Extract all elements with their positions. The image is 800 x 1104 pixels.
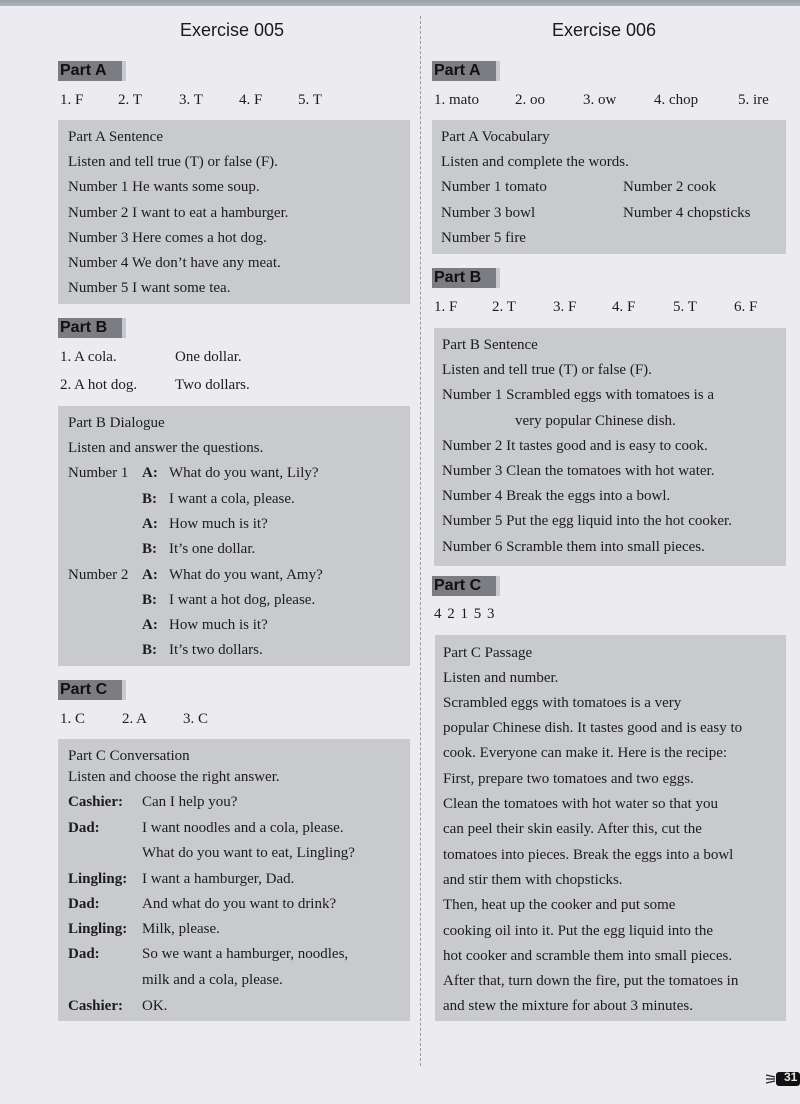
passage-line: Clean the tomatoes with hot water so that you — [443, 796, 718, 812]
exercise-title: Exercise 005 — [180, 20, 285, 40]
passage-line: Then, heat up the cooker and put some — [443, 897, 676, 913]
passage-line: After that, turn down the fire, put the tomatoes in — [443, 973, 739, 989]
part-label: Part C — [434, 577, 482, 594]
answer-item: One dollar. — [175, 349, 242, 365]
box-line: Listen and tell true (T) or false (F). — [68, 154, 278, 170]
conversation-line: So we want a hamburger, noodles, — [142, 946, 349, 962]
speaker-label: B: — [142, 541, 157, 557]
exercise-title: Exercise 006 — [552, 20, 657, 40]
answer-item: 2. A hot dog. — [60, 377, 138, 393]
answer-item: 1. mato — [434, 92, 479, 108]
part-a-tag — [58, 61, 126, 81]
box-line: Number 5 I want some tea. — [68, 280, 231, 296]
speaker-label: A: — [142, 465, 158, 481]
speaker-label: Cashier: — [68, 794, 123, 810]
speaker-label: Cashier: — [68, 998, 123, 1014]
speaker-label: Dad: — [68, 820, 100, 836]
answer-item: 3. ow — [583, 92, 617, 108]
passage-line: Scrambled eggs with tomatoes is a very — [443, 695, 682, 711]
answer-item: 1. F — [434, 299, 458, 315]
box-line: Part A Vocabulary — [441, 129, 550, 145]
answer-item: 1. C — [60, 711, 86, 727]
part-a-tag — [432, 61, 500, 81]
box-line: Listen and tell true (T) or false (F). — [442, 362, 652, 378]
speaker-label: A: — [142, 516, 158, 532]
box-line: Number 1 He wants some soup. — [68, 179, 260, 195]
answer-item: 4. chop — [654, 92, 699, 108]
passage-line: cook. Everyone can make it. Here is the recipe: — [443, 745, 728, 761]
conversation-line: And what do you want to drink? — [142, 896, 337, 912]
conversation-line: Can I help you? — [142, 794, 238, 810]
box-line: Number 6 Scramble them into small pieces. — [442, 539, 705, 555]
box-line — [442, 386, 778, 404]
conversation-line: milk and a cola, please. — [142, 972, 283, 988]
dialogue-line: What do you want, Lily? — [169, 465, 319, 481]
dialogue-line: How much is it? — [169, 516, 268, 532]
dialogue-line: What do you want, Amy? — [169, 567, 323, 583]
box-line: Number 4 Break the eggs into a bowl. — [442, 488, 671, 504]
speaker-label: A: — [142, 567, 158, 583]
part-label: Part A — [60, 62, 107, 79]
transcript-box — [58, 406, 410, 666]
answer-item: 6. F — [734, 299, 758, 315]
part-label: Part C — [60, 681, 108, 698]
transcript-box — [432, 120, 786, 254]
passage-line: popular Chinese dish. It tastes good and is easy to — [443, 720, 743, 736]
passage-line: tomatoes into pieces. Break the eggs into a bowl — [443, 847, 734, 863]
passage-line: First, prepare two tomatoes and two eggs. — [443, 771, 694, 787]
part-c-tag — [58, 680, 126, 700]
dialogue-line: How much is it? — [169, 617, 268, 633]
answer-item: 4. F — [239, 92, 263, 108]
part-c-tag — [432, 576, 500, 596]
vocab-item: Number 1 tomato — [441, 179, 547, 195]
dialogue-line: It’s one dollar. — [169, 541, 256, 557]
conversation-line: OK. — [142, 998, 168, 1014]
dialogue-line: It’s two dollars. — [169, 642, 263, 658]
transcript-box — [58, 739, 410, 1021]
dialogue-number: Number 1 — [68, 465, 129, 481]
box-line: Part B Sentence — [442, 337, 538, 353]
page-number-marker — [766, 1066, 800, 1090]
box-line: Number 5 Put the egg liquid into the hot cooker. — [442, 513, 732, 529]
part-label: Part B — [434, 269, 482, 286]
passage-line: hot cooker and scramble them into small pieces. — [443, 948, 733, 964]
part-label: Part B — [60, 319, 108, 336]
answer-item: 5. ire — [738, 92, 769, 108]
box-line: Part C Passage — [443, 645, 533, 661]
answer-item: 1. F — [60, 92, 84, 108]
box-line: Listen and number. — [443, 670, 559, 686]
passage-box — [435, 635, 786, 1021]
answer-item: 2. oo — [515, 92, 545, 108]
answer-item: 2. A — [122, 711, 148, 727]
vocab-item: Number 2 cook — [623, 179, 717, 195]
box-line: Part C Conversation — [68, 748, 190, 764]
vocab-item: Number 3 bowl — [441, 205, 536, 221]
speaker-label: Dad: — [68, 946, 100, 962]
passage-line: and stir them with chopsticks. — [443, 872, 623, 888]
answer-item: 1. A cola. — [60, 349, 117, 365]
box-line: Part A Sentence — [68, 129, 163, 145]
passage-line: can peel their skin easily. After this, cut the — [443, 821, 702, 837]
transcript-box — [434, 328, 786, 566]
dialogue-number: Number 2 — [68, 567, 129, 583]
passage-line: cooking oil into it. Put the egg liquid into the — [443, 923, 713, 939]
box-line: Number 2 I want to eat a hamburger. — [68, 205, 289, 221]
part-b-tag — [432, 268, 500, 288]
speaker-label: B: — [142, 592, 157, 608]
answer-item: Two dollars. — [175, 377, 250, 393]
box-line: Number 3 Clean the tomatoes with hot water. — [442, 463, 715, 479]
box-line: Number 4 We don’t have any meat. — [68, 255, 281, 271]
speaker-label: B: — [142, 642, 157, 658]
line-text: I want noodles and a cola, please. — [142, 820, 344, 836]
speaker-label: A: — [142, 617, 158, 633]
box-line: Number 2 It tastes good and is easy to cook. — [442, 438, 708, 454]
answer-item: 4. F — [612, 299, 636, 315]
conversation-line: What do you want to eat, Lingling? — [142, 845, 355, 861]
line-text: Number 1 Scrambled eggs with tomatoes is a — [442, 387, 715, 403]
vocab-item: Number 4 chopsticks — [623, 205, 751, 221]
page-number: 31 — [784, 1070, 798, 1084]
dialogue-line: I want a cola, please. — [169, 491, 295, 507]
box-line: Listen and answer the questions. — [68, 440, 264, 456]
conversation-line: Milk, please. — [142, 921, 220, 937]
transcript-box — [58, 120, 410, 304]
answer-key-page — [0, 6, 800, 1104]
speaker-label: B: — [142, 491, 157, 507]
answer-item: 2. T — [492, 299, 516, 315]
vocab-item: Number 5 fire — [441, 230, 526, 246]
speaker-label: Lingling: — [68, 871, 128, 887]
conversation-line: I want a hamburger, Dad. — [142, 871, 295, 887]
answer-item: 3. T — [179, 92, 203, 108]
column-divider — [420, 16, 421, 1066]
conversation-line — [142, 819, 402, 837]
box-line: Part B Dialogue — [68, 415, 165, 431]
box-line: very popular Chinese dish. — [515, 413, 676, 429]
answer-item: 2. T — [118, 92, 142, 108]
part-b-tag — [58, 318, 126, 338]
answer-item: 5. T — [298, 92, 322, 108]
box-line: Number 3 Here comes a hot dog. — [68, 230, 267, 246]
answer-sequence: 4 2 1 5 3 — [434, 606, 496, 622]
speaker-label: Lingling: — [68, 921, 128, 937]
part-label: Part A — [434, 62, 481, 79]
speaker-label: Dad: — [68, 896, 100, 912]
box-line: Listen and complete the words. — [441, 154, 629, 170]
answer-item: 3. C — [183, 711, 209, 727]
answer-item: 3. F — [553, 299, 577, 315]
dialogue-line: I want a hot dog, please. — [169, 592, 316, 608]
answer-item: 5. T — [673, 299, 697, 315]
passage-line: and stew the mixture for about 3 minutes. — [443, 998, 693, 1014]
box-line: Listen and choose the right answer. — [68, 769, 280, 785]
